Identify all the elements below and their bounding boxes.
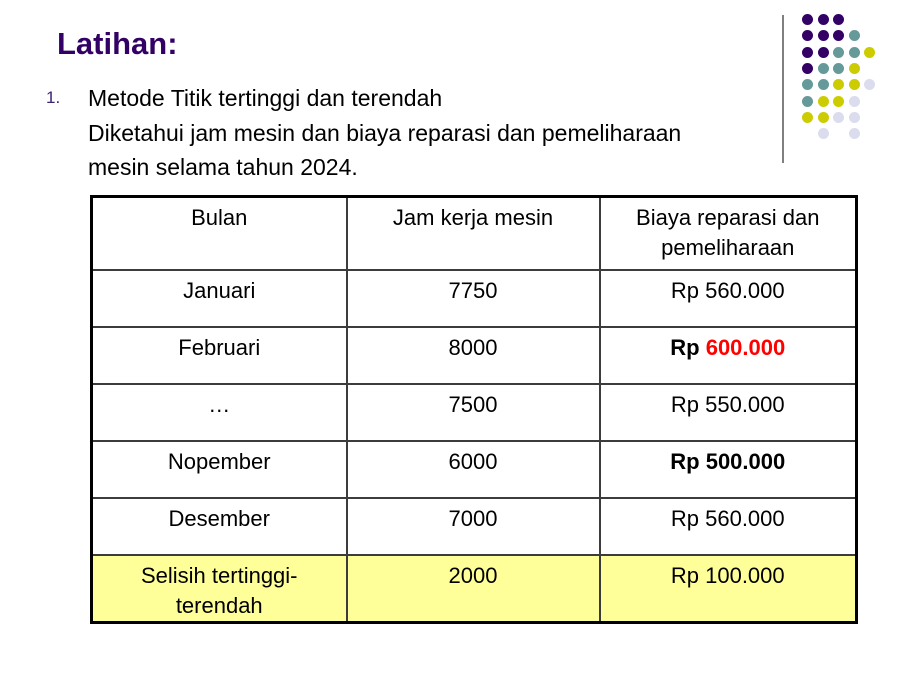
decor-dot bbox=[802, 14, 813, 25]
cost-value: 550.000 bbox=[705, 391, 785, 417]
list-item-text bbox=[88, 81, 768, 185]
cell-cost bbox=[600, 384, 857, 441]
header-bulan: Bulan bbox=[92, 197, 347, 270]
decor-dot bbox=[864, 79, 875, 90]
decor-dot bbox=[818, 14, 829, 25]
cell-month: Januari bbox=[92, 270, 347, 327]
cost-value: 100.000 bbox=[705, 562, 785, 588]
decor-dot bbox=[818, 128, 829, 139]
cell-month: Februari bbox=[92, 327, 347, 384]
decor-dot bbox=[802, 96, 813, 107]
cell-month: Nopember bbox=[92, 441, 347, 498]
decor-dot bbox=[849, 96, 860, 107]
cell-month: Desember bbox=[92, 498, 347, 555]
cost-table bbox=[90, 195, 858, 624]
cost-currency: Rp bbox=[670, 277, 699, 303]
decor-dot bbox=[833, 47, 844, 58]
decor-dot bbox=[833, 63, 844, 74]
decor-dot bbox=[802, 63, 813, 74]
cost-currency: Rp bbox=[670, 448, 700, 474]
list-line-1: Metode Titik tertinggi dan terendah bbox=[88, 85, 443, 111]
cell-month: … bbox=[92, 384, 347, 441]
decor-dot bbox=[818, 30, 829, 41]
cell-hours: 7000 bbox=[347, 498, 600, 555]
page-title: Latihan: bbox=[57, 26, 178, 61]
cost-value: 560.000 bbox=[705, 505, 785, 531]
table-row-februari bbox=[92, 327, 857, 384]
decor-dot bbox=[818, 112, 829, 123]
cost-currency: Rp bbox=[670, 562, 699, 588]
table-row-selisih bbox=[92, 555, 857, 623]
decor-dot bbox=[802, 79, 813, 90]
table-row-nopember bbox=[92, 441, 857, 498]
list-line-2: Diketahui jam mesin dan biaya reparasi dan pemeliharaan bbox=[88, 119, 682, 146]
cell-cost bbox=[600, 441, 857, 498]
cost-currency: Rp bbox=[670, 505, 699, 531]
header-jam-kerja-mesin: Jam kerja mesin bbox=[347, 197, 600, 270]
decor-dot bbox=[802, 47, 813, 58]
decor-dot bbox=[802, 112, 813, 123]
decor-dot bbox=[849, 112, 860, 123]
cost-currency: Rp bbox=[670, 391, 699, 417]
decor-dot bbox=[849, 63, 860, 74]
list-number: 1. bbox=[46, 88, 61, 107]
cell-hours: 6000 bbox=[347, 441, 600, 498]
dot-grid-decoration bbox=[802, 14, 892, 150]
decor-vertical-line bbox=[782, 15, 784, 163]
decor-dot bbox=[833, 96, 844, 107]
decor-dot bbox=[849, 47, 860, 58]
cost-currency: Rp bbox=[670, 334, 700, 360]
cell-hours: 7750 bbox=[347, 270, 600, 327]
cell-hours: 2000 bbox=[347, 555, 600, 623]
cell-cost bbox=[600, 555, 857, 623]
decor-dot bbox=[849, 128, 860, 139]
table-header-row bbox=[92, 197, 857, 270]
decor-dot bbox=[818, 63, 829, 74]
cell-cost bbox=[600, 270, 857, 327]
cost-value: 560.000 bbox=[705, 277, 785, 303]
decor-dot bbox=[833, 112, 844, 123]
cost-value: 500.000 bbox=[705, 448, 786, 474]
decor-dot bbox=[818, 47, 829, 58]
cell-hours: 8000 bbox=[347, 327, 600, 384]
table-row-ellipsis bbox=[92, 384, 857, 441]
decor-dot bbox=[864, 47, 875, 58]
decor-dot bbox=[833, 30, 844, 41]
cell-cost bbox=[600, 327, 857, 384]
table-row-desember bbox=[92, 498, 857, 555]
cell-cost bbox=[600, 498, 857, 555]
decor-dot bbox=[818, 79, 829, 90]
header-biaya-reparasi: Biaya reparasi dan pemeliharaan bbox=[600, 197, 857, 270]
cost-value: 600.000 bbox=[705, 334, 786, 360]
cell-hours: 7500 bbox=[347, 384, 600, 441]
decor-dot bbox=[833, 79, 844, 90]
decor-dot bbox=[802, 30, 813, 41]
decor-dot bbox=[849, 79, 860, 90]
cell-month: Selisih tertinggi-terendah bbox=[92, 555, 347, 623]
table-row-januari bbox=[92, 270, 857, 327]
decor-dot bbox=[818, 96, 829, 107]
list-line-3: mesin selama tahun 2024. bbox=[88, 154, 358, 180]
decor-dot bbox=[833, 14, 844, 25]
decor-dot bbox=[849, 30, 860, 41]
